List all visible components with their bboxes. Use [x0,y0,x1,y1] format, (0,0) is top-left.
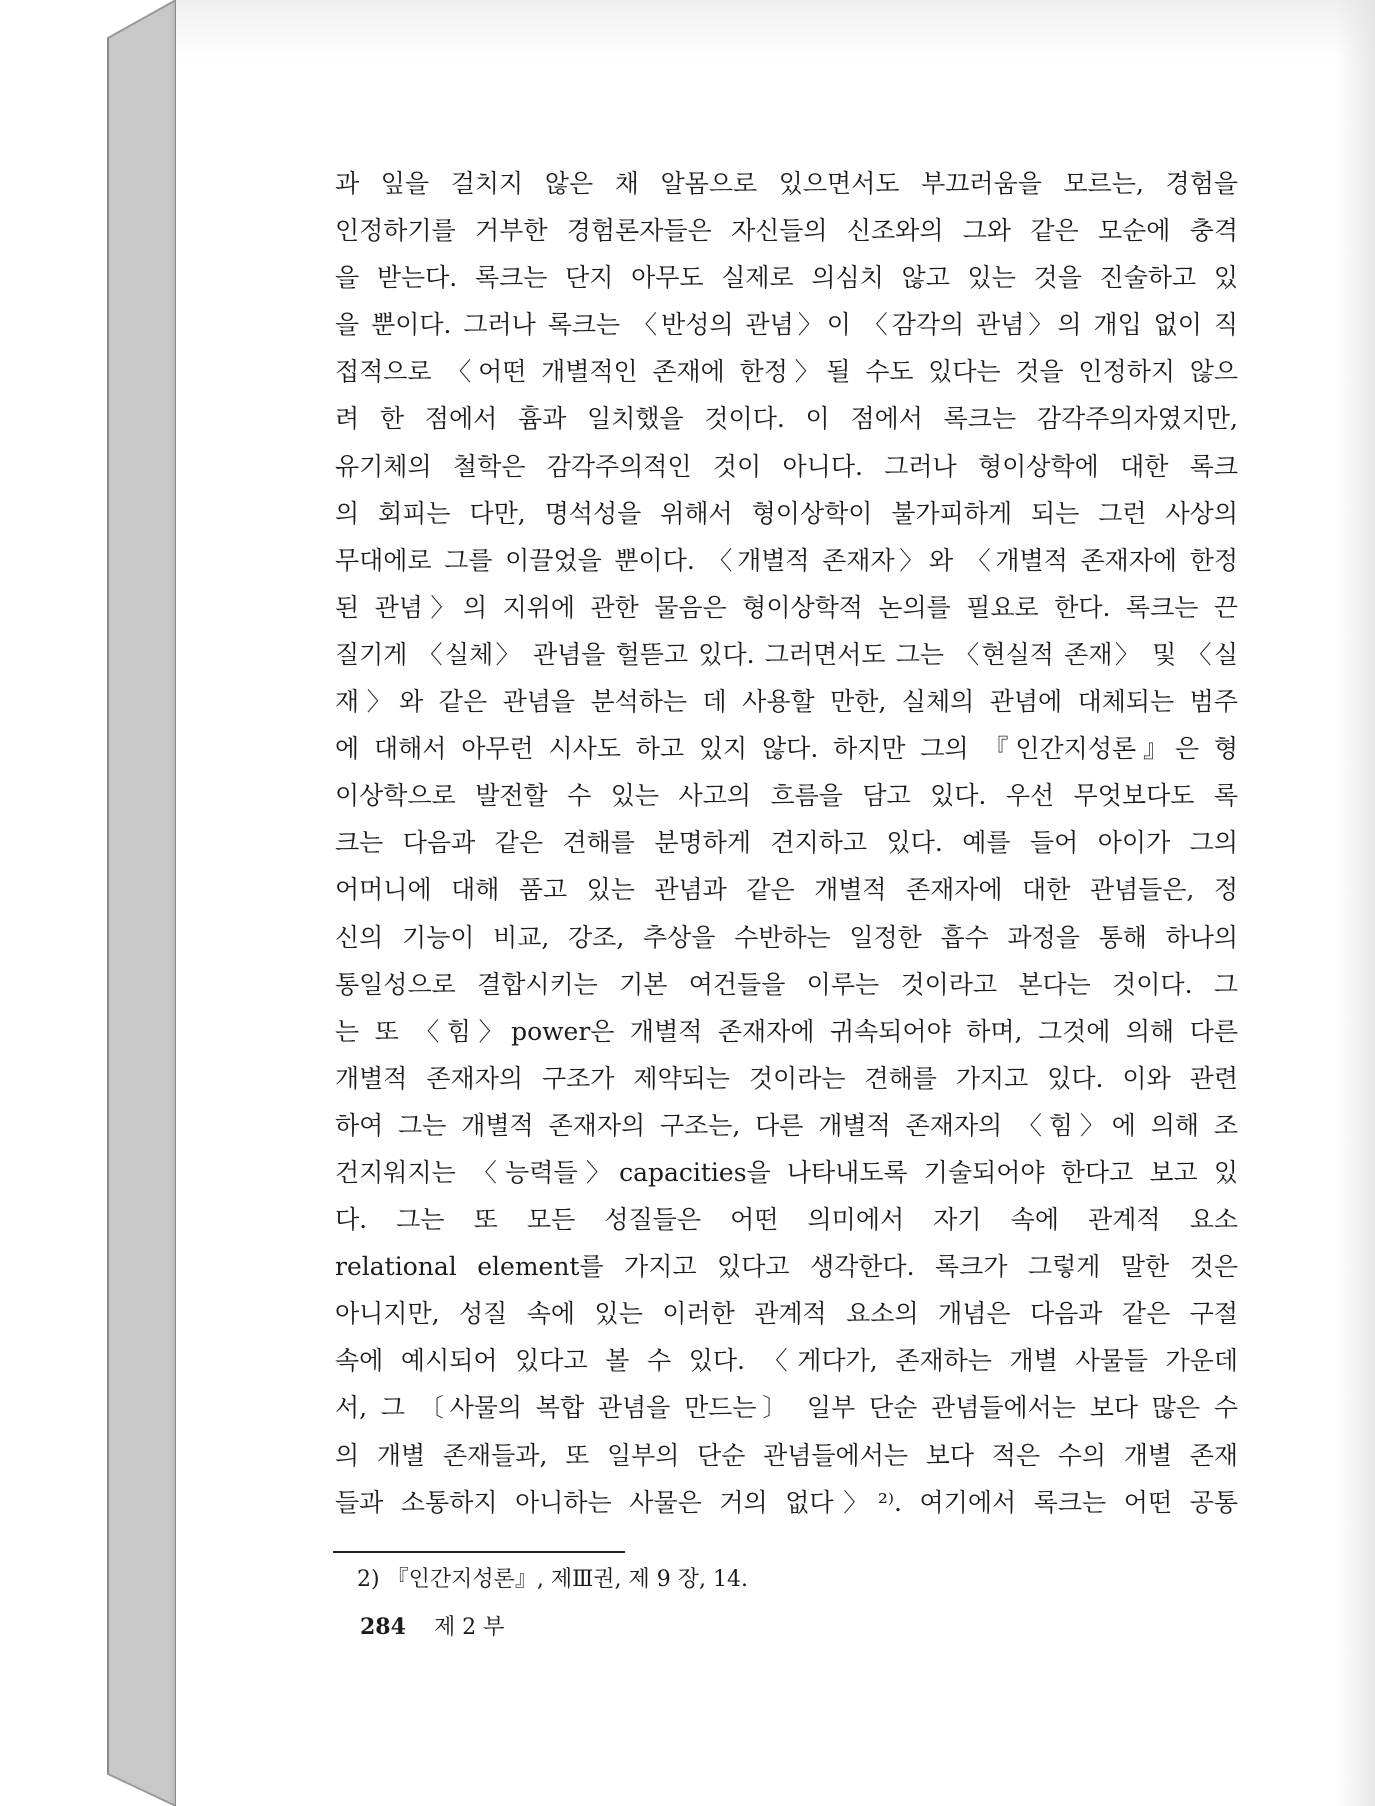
body-line: 신의 기능이 비교, 강조, 추상을 수반하는 일정한 흡수 과정을 통해 하나의 [335,922,1238,952]
body-line: relational element를 가지고 있다고 생각한다. 록크가 그렇게 말한 것은 [335,1252,1238,1282]
body-line: 된 관념〉의 지위에 관한 물음은 형이상학적 논의를 필요로 한다. 록크는 끈 [335,592,1238,622]
body-line: 하여 그는 개별적 존재자의 구조는, 다른 개별적 존재자의 〈힘〉에 의해 조 [335,1110,1238,1140]
page-stack-edge [108,0,176,1806]
body-text [335,160,1238,1526]
body-line: 무대에로 그를 이끌었을 뿐이다. 〈개별적 존재자〉와 〈개별적 존재자에 한정 [335,545,1238,575]
body-line: 에 대해서 아무런 시사도 하고 있지 않다. 하지만 그의 『인간지성론』은 형 [335,734,1238,764]
body-line: 유기체의 철학은 감각주의적인 것이 아니다. 그러나 형이상학에 대한 록크 [335,451,1238,481]
body-line: 서, 그 〔사물의 복합 관념을 만드는〕 일부 단순 관념들에서는 보다 많은 수 [335,1393,1238,1423]
body-line: 속에 예시되어 있다고 볼 수 있다. 〈게다가, 존재하는 개별 사물들 가운데 [335,1346,1238,1376]
body-line: 어머니에 대해 품고 있는 관념과 같은 개별적 존재자에 대한 관념들은, 정 [335,875,1238,905]
page-top-shading [176,0,1375,60]
body-line: 들과 소통하지 아니하는 사물은 거의 없다〉²⁾. 여기에서 록크는 어떤 공통 [335,1487,1238,1517]
body-line: 을 뿐이다. 그러나 록크는 〈반성의 관념〉이 〈감각의 관념〉의 개입 없이 직 [335,310,1238,340]
body-line: 의 개별 존재들과, 또 일부의 단순 관념들에서는 보다 적은 수의 개별 존재 [335,1440,1238,1470]
body-line: 이상학으로 발전할 수 있는 사고의 흐름을 담고 있다. 우선 무엇보다도 록 [335,781,1238,811]
body-line: 의 회피는 다만, 명석성을 위해서 형이상학이 불가피하게 되는 그런 사상의 [335,498,1238,528]
body-line: 건지워지는 〈능력들〉capacities을 나타내도록 기술되어야 한다고 보고 있 [335,1157,1238,1187]
body-line: 재〉와 같은 관념을 분석하는 데 사용할 만한, 실체의 관념에 대체되는 범주 [335,687,1238,717]
page-number: 284 [360,1614,406,1640]
body-line: 크는 다음과 같은 견해를 분명하게 견지하고 있다. 예를 들어 아이가 그의 [335,828,1238,858]
part-label: 제 2 부 [433,1615,505,1640]
body-line: 인정하기를 거부한 경험론자들은 자신들의 신조와의 그와 같은 모순에 충격 [335,216,1238,246]
body-line: 아니지만, 성질 속에 있는 이러한 관계적 요소의 개념은 다음과 같은 구절 [335,1299,1238,1329]
body-line: 과 잎을 걸치지 않은 채 알몸으로 있으면서도 부끄러움을 모르는, 경험을 [335,169,1238,198]
page-right-shading [1335,0,1375,1806]
body-line: 다. 그는 또 모든 성질들은 어떤 의미에서 자기 속에 관계적 요소 [335,1205,1238,1235]
body-line: 통일성으로 결합시키는 기본 여건들을 이루는 것이라고 본다는 것이다. 그 [335,969,1238,999]
body-line: 질기게 〈실체〉 관념을 헐뜯고 있다. 그러면서도 그는 〈현실적 존재〉 및 〈실 [335,639,1238,669]
body-line: 려 한 점에서 흄과 일치했을 것이다. 이 점에서 록크는 감각주의자였지만, [335,404,1238,434]
body-line: 을 받는다. 록크는 단지 아무도 실제로 의심치 않고 있는 것을 진술하고 있 [335,263,1238,293]
body-line: 는 또 〈힘〉power은 개별적 존재자에 귀속되어야 하며, 그것에 의해 다른 [335,1016,1238,1046]
body-line: 개별적 존재자의 구조가 제약되는 것이라는 견해를 가지고 있다. 이와 관련 [335,1063,1238,1093]
footnote-divider [333,1551,625,1553]
body-line: 접적으로 〈어떤 개별적인 존재에 한정〉될 수도 있다는 것을 인정하지 않으 [335,357,1238,387]
page-folio [360,1607,504,1647]
footnote: 2) 『인간지성론』, 제Ⅲ권, 제 9 장, 14. [357,1567,748,1592]
